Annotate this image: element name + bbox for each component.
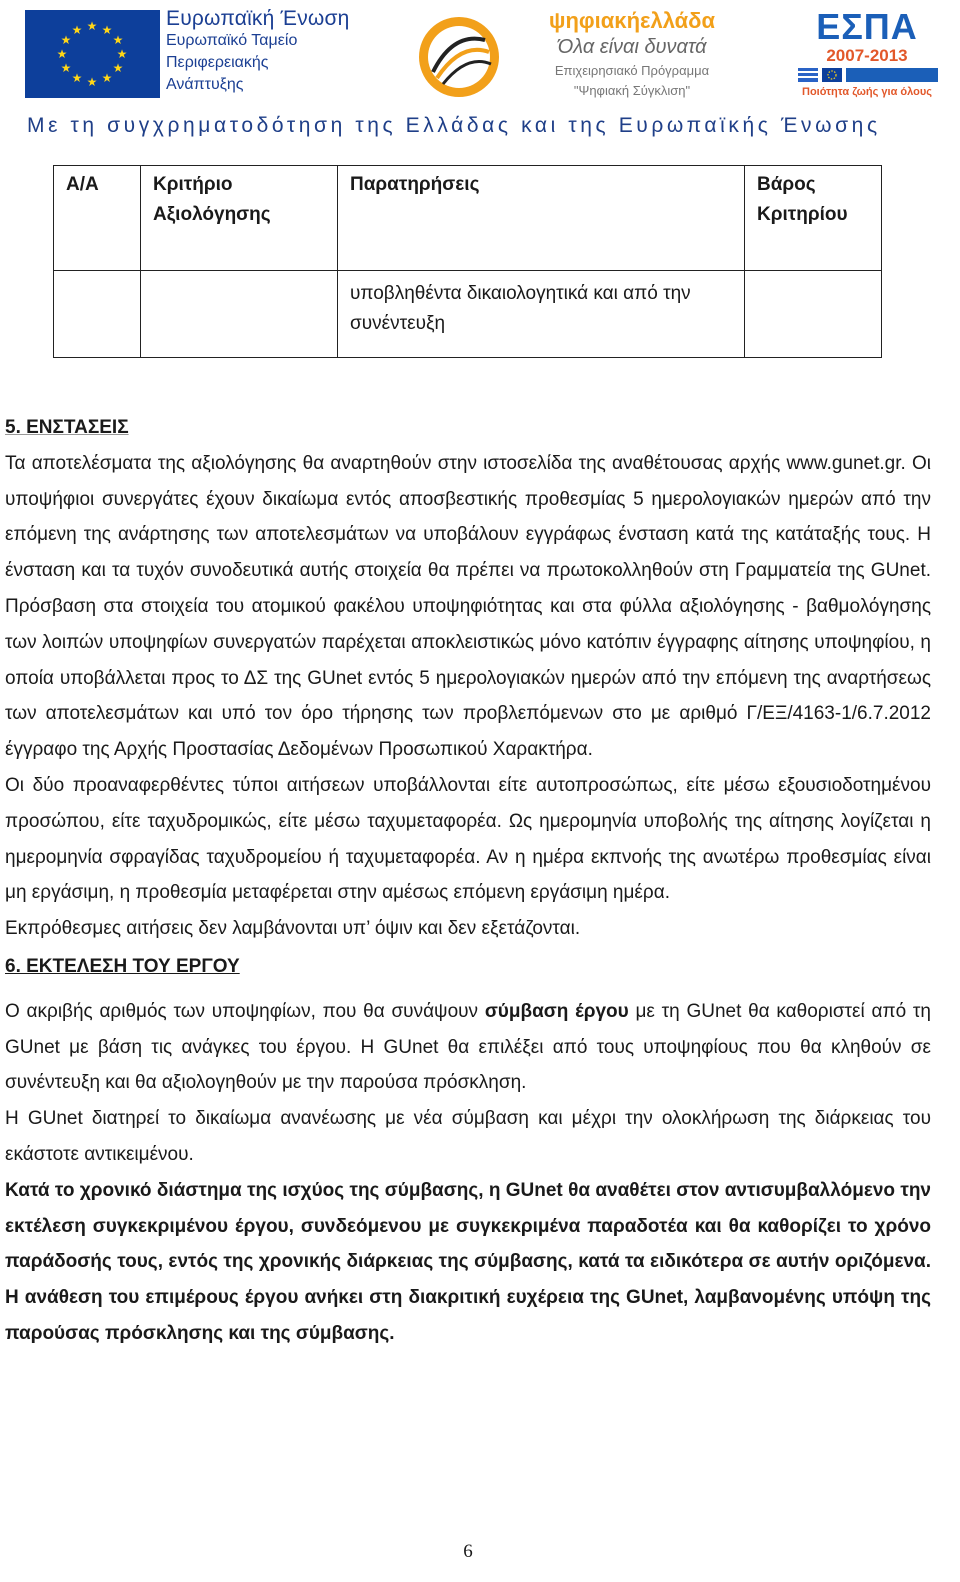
- table-row: [54, 271, 882, 358]
- section-6-paragraph-2: Η GUnet διατηρεί το δικαίωμα ανανέωσης με νέα σύμβαση και μέχρι την ολοκλήρωση της διάρκειας του εκάστοτε αντικειμένου.: [5, 1108, 931, 1165]
- svg-text:★: ★: [112, 61, 124, 75]
- section-5-paragraph-1: Τα αποτελέσματα της αξιολόγησης θα αναρτηθούν στην ιστοσελίδα της αναθέτουσας αρχής www.gunet.gr. Οι υποψήφιοι συνεργάτες έχουν δικαίωμα εντός αποσβεστικής προθεσμίας 5 ημερολογιακών ημερών από την επόμενη της ανάρτησης των αποτελεσμάτων να υποβάλουν εγγράφως ένσταση κατά της κατάταξής τους. Η ένσταση και τα τυχόν συνοδευτικά αυτής στοιχεία θα πρέπει να πρωτοκολληθούν στη Γραμματεία της GUnet. Πρόσβαση στα στοιχεία του ατομικού φακέλου υποψηφιότητας και στα φύλλα αξιολόγησης - βαθμολόγησης των λοιπών υποψηφίων συνεργατών παρέχεται αποκλειστικώς μόνο κατόπιν έγγραφης αίτησης υποψηφίου, η οποία υποβάλλεται προς το ΔΣ της GUnet εντός 5 ημερολογιακών ημερών από την επόμενη της αναρτήσεως των αποτελεσμάτων και υπό τον όρο τήρησης των προβλεπόμενων στο με αριθμό Γ/ΕΞ/4163-1/6.7.2012 έγγραφο της Αρχής Προστασίας Δεδομένων Προσωπικού Χαρακτήρα.: [5, 452, 931, 761]
- svg-text:★: ★: [112, 33, 124, 47]
- eu-logo-text: [166, 8, 376, 96]
- svg-text:★: ★: [86, 75, 98, 89]
- svg-text:★: ★: [101, 23, 113, 37]
- section-5-paragraph-3: Εκπρόθεσμες αιτήσεις δεν λαμβάνονται υπ’ όψιν και δεν εξετάζονται.: [5, 918, 581, 940]
- cell-weight: [745, 271, 882, 358]
- dg-brand-b: ελλάδα: [640, 8, 716, 33]
- section-6-paragraph-1: [5, 994, 931, 1101]
- criteria-table: [53, 165, 882, 358]
- svg-text:★: ★: [71, 71, 83, 85]
- cell-aa: [54, 271, 141, 358]
- header-criterion: Κριτήριο Αξιολόγησης: [141, 166, 338, 271]
- dg-brand: [512, 8, 752, 34]
- espa-logo: [792, 6, 942, 102]
- header-remarks: Παρατηρήσεις: [338, 166, 745, 271]
- eu-fund-line2: Περιφερειακής: [166, 54, 269, 71]
- flags-icon: [798, 68, 938, 82]
- svg-text:★: ★: [86, 19, 98, 33]
- svg-text:★: ★: [60, 61, 72, 75]
- cell-criterion: [141, 271, 338, 358]
- svg-text:★: ★: [56, 47, 68, 61]
- section-6-p1-end: με τη GUnet θα καθοριστεί από τη GUnet με βάση τις ανάγκες του έργου. Η GUnet θα επιλέξει από τους υποψηφίους που θα κληθούν σε συνέντευξη και θα αξιολογηθούν με την παρούσα πρόσκληση.: [5, 1000, 931, 1094]
- header-aa: Α/Α: [54, 166, 141, 271]
- svg-text:★: ★: [101, 71, 113, 85]
- svg-text:★: ★: [116, 47, 128, 61]
- dg-program-name: "Ψηφιακή Σύγκλιση": [573, 83, 691, 98]
- section-6-p1-start: Ο ακριβής αριθμός των υποψηφίων, που θα συνάψουν: [5, 1000, 485, 1022]
- cofunding-line: Με τη συγχρηματοδότηση της Ελλάδας και της Ευρωπαϊκής Ένωσης: [27, 114, 881, 137]
- espa-years: 2007-2013: [826, 46, 908, 65]
- dg-brand-a: ψηφιακή: [548, 8, 641, 33]
- dg-program: Επιχειρησιακό Πρόγραμμα: [554, 63, 710, 78]
- digital-greece-logo-mark: [413, 12, 505, 102]
- espa-slogan: Ποιότητα ζωής για όλους: [802, 86, 932, 98]
- page-number: 6: [463, 1541, 473, 1562]
- svg-text:★: ★: [71, 23, 83, 37]
- section-6-p1-bold: σύμβαση έργου: [484, 1000, 629, 1022]
- header-weight: Βάρος Κριτηρίου: [745, 166, 882, 271]
- cell-remarks: υποβληθέντα δικαιολογητικά και από την συνέντευξη: [338, 271, 745, 358]
- dg-slogan: Όλα είναι δυνατά: [557, 36, 707, 58]
- document-body: [5, 410, 931, 1352]
- espa-title: ΕΣΠΑ: [816, 6, 918, 47]
- page-header: [0, 0, 960, 150]
- section-6-paragraph-3: Κατά το χρονικό διάστημα της ισχύος της σύμβασης, η GUnet θα αναθέτει στον αντισυμβαλλόμενο την εκτέλεση συγκεκριμένου έργου, συνδεόμενου με συγκεκριμένα παραδοτέα και θα καθορίζει το χρόνο παράδοσής τους, εντός της χρονικής διάρκειας της σύμβασης, κατά τα ειδικότερα σε αυτήν οριζόμενα. Η ανάθεση του επιμέρους έργου ανήκει στη διακριτική ευχέρεια της GUnet, λαμβανομένης υπόψη της παρούσας πρόσκλησης και της σύμβασης.: [5, 1179, 931, 1344]
- section-5-title: 5. ΕΝΣΤΑΣΕΙΣ: [5, 417, 129, 438]
- eu-fund-line1: Ευρωπαϊκό Ταμείο: [166, 32, 298, 49]
- section-5-paragraph-2: Οι δύο προαναφερθέντες τύποι αιτήσεων υποβάλλονται είτε αυτοπροσώπως, είτε μέσω εξουσιοδοτημένου προσώπου, είτε ταχυδρομικώς, είτε μέσω ταχυμεταφορέα. Ως ημερομηνία υποβολής της αίτησης λογίζεται η ημερομηνία σφραγίδας ταχυδρομείου ή ταχυμεταφορέα. Αν η ημέρα εκπνοής της ανωτέρω προθεσμίας είναι μη εργάσιμη, η προθεσμία μεταφέρεται στην αμέσως επόμενη εργάσιμη ημέρα.: [5, 774, 931, 904]
- svg-text:★: ★: [60, 33, 72, 47]
- eu-fund-line3: Ανάπτυξης: [166, 76, 244, 93]
- section-6-title: 6. ΕΚΤΕΛΕΣΗ ΤΟΥ ΕΡΓΟΥ: [5, 955, 240, 977]
- table-header-row: [54, 166, 882, 271]
- eu-flag-logo: [25, 10, 160, 98]
- eu-title: Ευρωπαϊκή Ένωση: [166, 7, 350, 30]
- digital-greece-logo-text: [512, 8, 752, 99]
